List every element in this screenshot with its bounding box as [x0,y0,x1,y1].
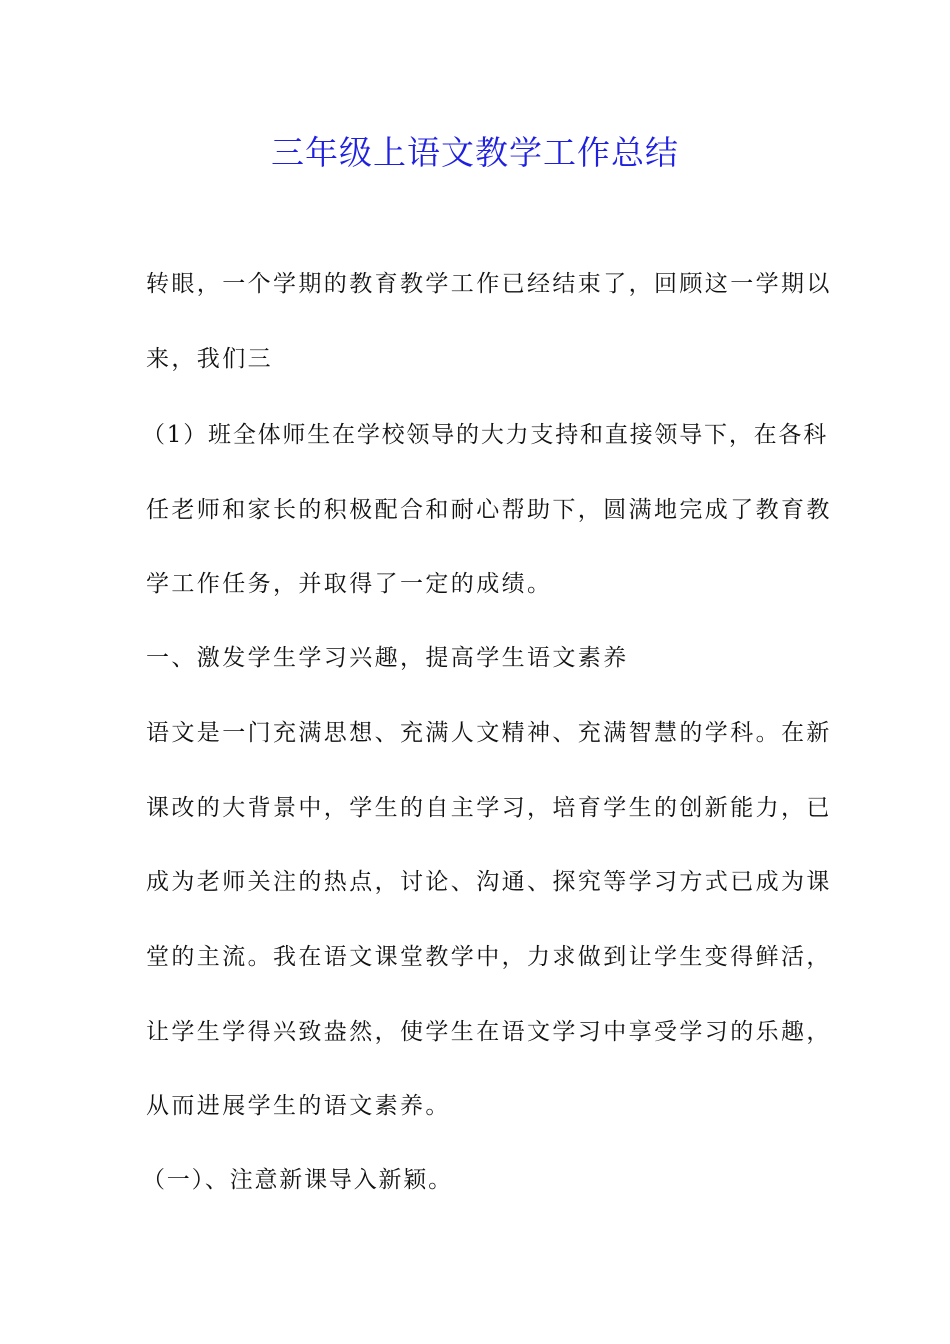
paragraph-line: 语文是一门充满思想、充满人文精神、充满智慧的学科。在新 [146,720,832,746]
paragraph-line: 堂的主流。我在语文课堂教学中，力求做到让学生变得鲜活， [146,944,832,970]
paragraph-line: （1）班全体师生在学校领导的大力支持和直接领导下，在各科 [142,422,829,448]
section-heading: 一、激发学生学习兴趣，提高学生语文素养 [146,645,629,671]
paragraph-line: 从而进展学生的语文素养。 [146,1093,451,1119]
paragraph-line: 任老师和家长的积极配合和耐心帮助下，圆满地完成了教育教 [146,497,832,523]
paragraph-line: 课改的大背景中，学生的自主学习，培育学生的创新能力，已 [146,795,832,821]
paragraph-line: 成为老师关注的热点，讨论、沟通、探究等学习方式已成为课 [146,869,832,895]
paragraph-line: 学工作任务，并取得了一定的成绩。 [146,571,553,597]
document-title: 三年级上语文教学工作总结 [271,133,679,172]
paragraph-line: 转眼，一个学期的教育教学工作已经结束了，回顾这一学期以 [146,271,832,297]
paragraph-line: 让学生学得兴致盎然，使学生在语文学习中享受学习的乐趣， [146,1019,832,1045]
paragraph-line: 来，我们三 [146,346,273,372]
subsection-heading: （一）、注意新课导入新颖。 [142,1167,453,1193]
